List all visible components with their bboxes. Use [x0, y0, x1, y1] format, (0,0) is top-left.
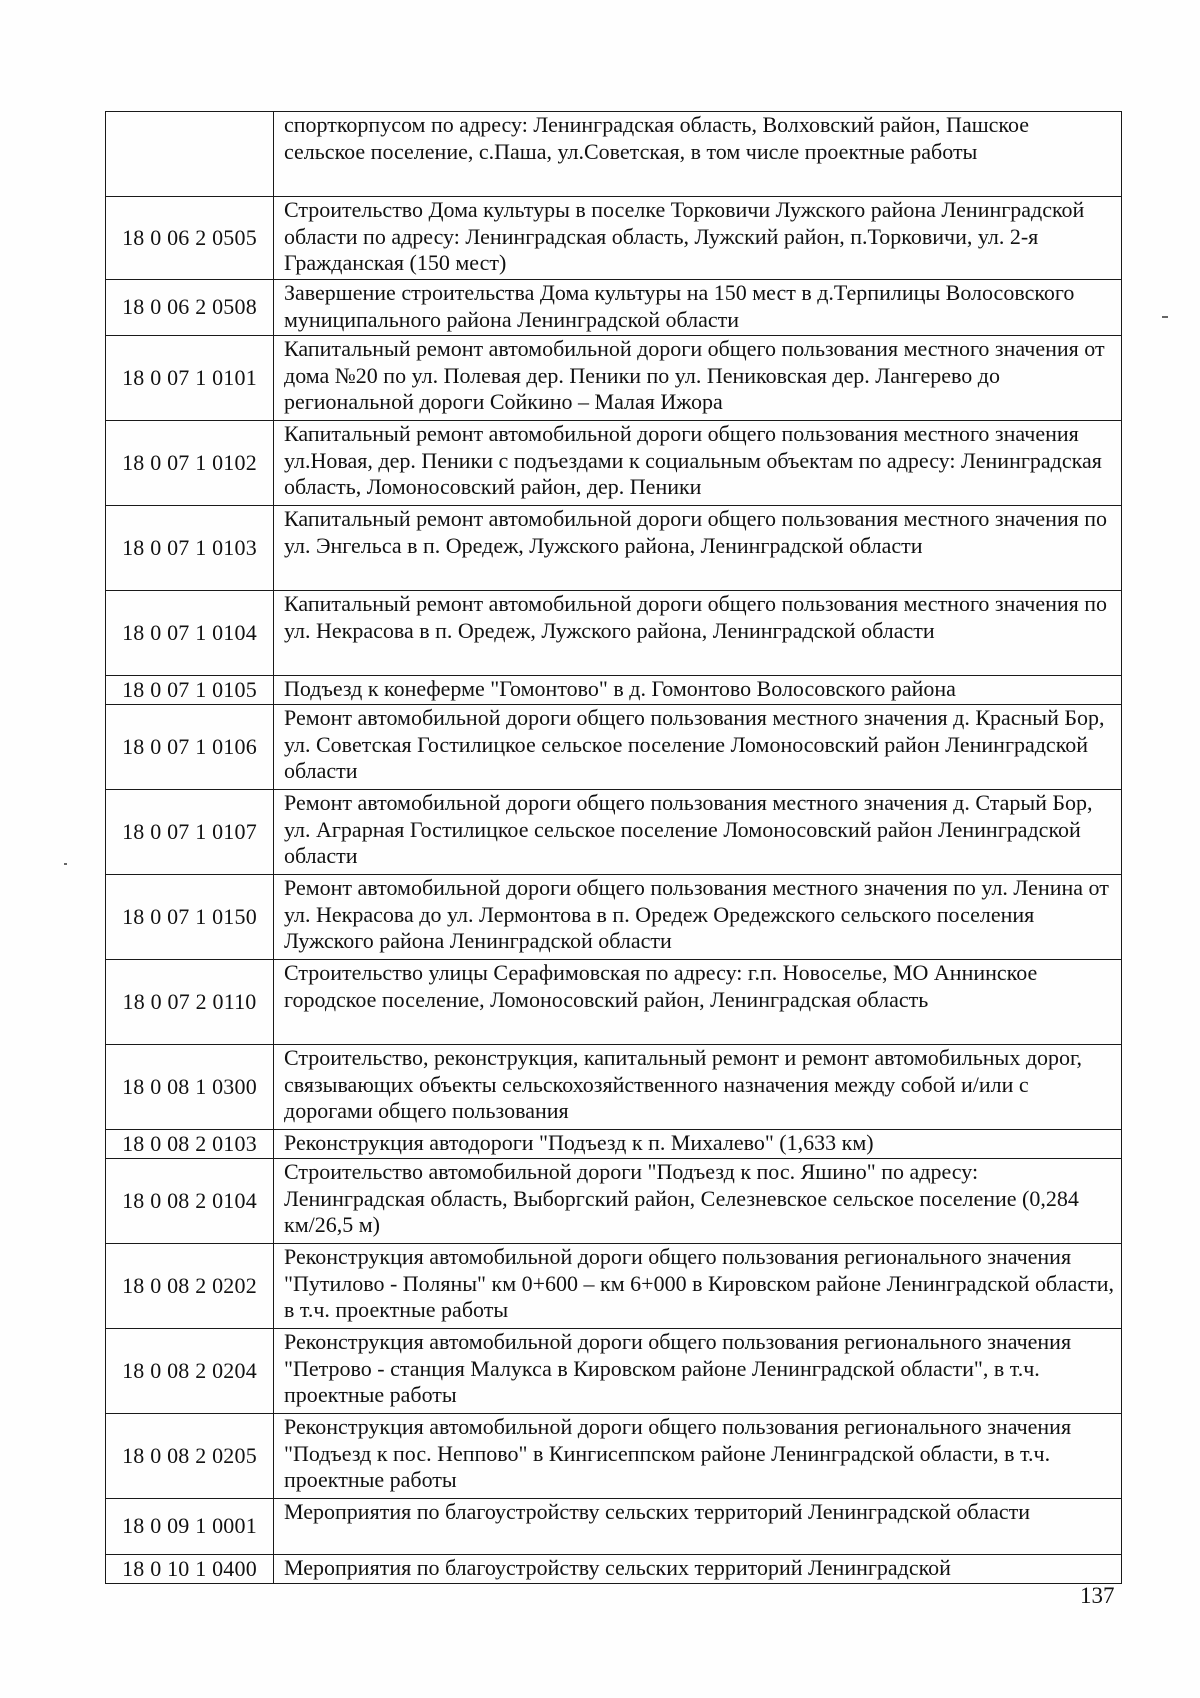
row-code: 18 0 07 1 0102 — [106, 421, 274, 506]
row-description: Завершение строительства Дома культуры на 150 мест в д.Терпилицы Волосовского муниципального района Ленинградской области — [274, 280, 1122, 336]
row-description: Строительство улицы Серафимовская по адресу: г.п. Новоселье, МО Аннинское городское поселение, Ломоносовский район, Ленинградская область — [274, 960, 1122, 1045]
table-row — [106, 112, 1122, 197]
row-description: Реконструкция автомобильной дороги общего пользования регионального значения "Подъезд к пос. Неппово" в Кингисеппском районе Ленинградской области, в т.ч. проектные работы — [274, 1414, 1122, 1499]
table-row — [106, 1130, 1122, 1159]
table-row — [106, 1555, 1122, 1584]
row-description: Строительство, реконструкция, капитальный ремонт и ремонт автомобильных дорог, связывающих объекты сельскохозяйственного назначения между собой и/или с дорогами общего пользования — [274, 1045, 1122, 1130]
row-description: спорткорпусом по адресу: Ленинградская область, Волховский район, Пашское сельское поселение, с.Паша, ул.Советская, в том числе проектные работы — [274, 112, 1122, 197]
row-code: 18 0 07 1 0105 — [106, 676, 274, 705]
row-code: 18 0 06 2 0505 — [106, 197, 274, 280]
row-description: Ремонт автомобильной дороги общего пользования местного значения д. Красный Бор, ул. Советская Гостилицкое сельское поселение Ломоносовский район Ленинградской области — [274, 705, 1122, 790]
row-description: Капитальный ремонт автомобильной дороги общего пользования местного значения ул.Новая, дер. Пеники с подъездами к социальным объектам по адресу: Ленинградская область, Ломоносовский район, дер. Пеники — [274, 421, 1122, 506]
row-description: Строительство автомобильной дороги "Подъезд к пос. Яшино" по адресу: Ленинградская область, Выборгский район, Селезневское сельское поселение (0,284 км/26,5 м) — [274, 1159, 1122, 1244]
scan-artifact — [1162, 316, 1168, 318]
row-description: Капитальный ремонт автомобильной дороги общего пользования местного значения по ул. Энгельса в п. Оредеж, Лужского района, Ленинградской области — [274, 506, 1122, 591]
table-row — [106, 1244, 1122, 1329]
row-code: 18 0 08 2 0205 — [106, 1414, 274, 1499]
row-code: 18 0 06 2 0508 — [106, 280, 274, 336]
row-code: 18 0 10 1 0400 — [106, 1555, 274, 1584]
scan-artifact — [64, 863, 67, 865]
row-code: 18 0 07 1 0107 — [106, 790, 274, 875]
row-description: Реконструкция автомобильной дороги общего пользования регионального значения "Путилово - Поляны" км 0+600 – км 6+000 в Кировском районе Ленинградской области, в т.ч. проектные работы — [274, 1244, 1122, 1329]
table-row — [106, 676, 1122, 705]
row-description: Реконструкция автомобильной дороги общего пользования регионального значения "Петрово - станция Малукса в Кировском районе Ленинградской области", в т.ч. проектные работы — [274, 1329, 1122, 1414]
row-code: 18 0 07 1 0106 — [106, 705, 274, 790]
row-description: Мероприятия по благоустройству сельских территорий Ленинградской — [274, 1555, 1122, 1584]
table-row — [106, 790, 1122, 875]
table-row — [106, 1329, 1122, 1414]
table-row — [106, 1499, 1122, 1555]
table-row — [106, 1159, 1122, 1244]
row-description: Строительство Дома культуры в поселке Торковичи Лужского района Ленинградской области по адресу: Ленинградская область, Лужский район, п.Торковичи, ул. 2-я Гражданская (150 мест) — [274, 197, 1122, 280]
table-row — [106, 336, 1122, 421]
row-code: 18 0 08 2 0104 — [106, 1159, 274, 1244]
row-code: 18 0 07 1 0101 — [106, 336, 274, 421]
row-code: 18 0 09 1 0001 — [106, 1499, 274, 1555]
row-code: 18 0 08 1 0300 — [106, 1045, 274, 1130]
page-number: 137 — [1080, 1583, 1115, 1608]
row-code: 18 0 07 1 0150 — [106, 875, 274, 960]
table-row — [106, 1045, 1122, 1130]
row-description: Ремонт автомобильной дороги общего пользования местного значения по ул. Ленина от ул. Некрасова до ул. Лермонтова в п. Оредеж Оредежского сельского поселения Лужского района Ленинградской области — [274, 875, 1122, 960]
table-row — [106, 421, 1122, 506]
row-code: 18 0 07 1 0103 — [106, 506, 274, 591]
row-description: Капитальный ремонт автомобильной дороги общего пользования местного значения от дома №20 по ул. Полевая дер. Пеники по ул. Пениковская дер. Лангерево до региональной дороги Сойкино – Малая Ижора — [274, 336, 1122, 421]
row-description: Реконструкция автодороги "Подъезд к п. Михалево" (1,633 км) — [274, 1130, 1122, 1159]
table-row — [106, 875, 1122, 960]
table-row — [106, 197, 1122, 280]
row-code: 18 0 08 2 0103 — [106, 1130, 274, 1159]
row-code: 18 0 08 2 0202 — [106, 1244, 274, 1329]
table-row — [106, 960, 1122, 1045]
row-description: Капитальный ремонт автомобильной дороги общего пользования местного значения по ул. Некрасова в п. Оредеж, Лужского района, Ленинградской области — [274, 591, 1122, 676]
table-row — [106, 280, 1122, 336]
table-row — [106, 506, 1122, 591]
budget-code-table — [105, 111, 1122, 1584]
table-row — [106, 705, 1122, 790]
table-row — [106, 591, 1122, 676]
row-description: Ремонт автомобильной дороги общего пользования местного значения д. Старый Бор, ул. Аграрная Гостилицкое сельское поселение Ломоносовский район Ленинградской области — [274, 790, 1122, 875]
row-code: 18 0 08 2 0204 — [106, 1329, 274, 1414]
row-code: 18 0 07 2 0110 — [106, 960, 274, 1045]
table-row — [106, 1414, 1122, 1499]
row-code: 18 0 07 1 0104 — [106, 591, 274, 676]
row-description: Подъезд к конеферме "Гомонтово" в д. Гомонтово Волосовского района — [274, 676, 1122, 705]
row-description: Мероприятия по благоустройству сельских территорий Ленинградской области — [274, 1499, 1122, 1555]
row-code — [106, 112, 274, 197]
